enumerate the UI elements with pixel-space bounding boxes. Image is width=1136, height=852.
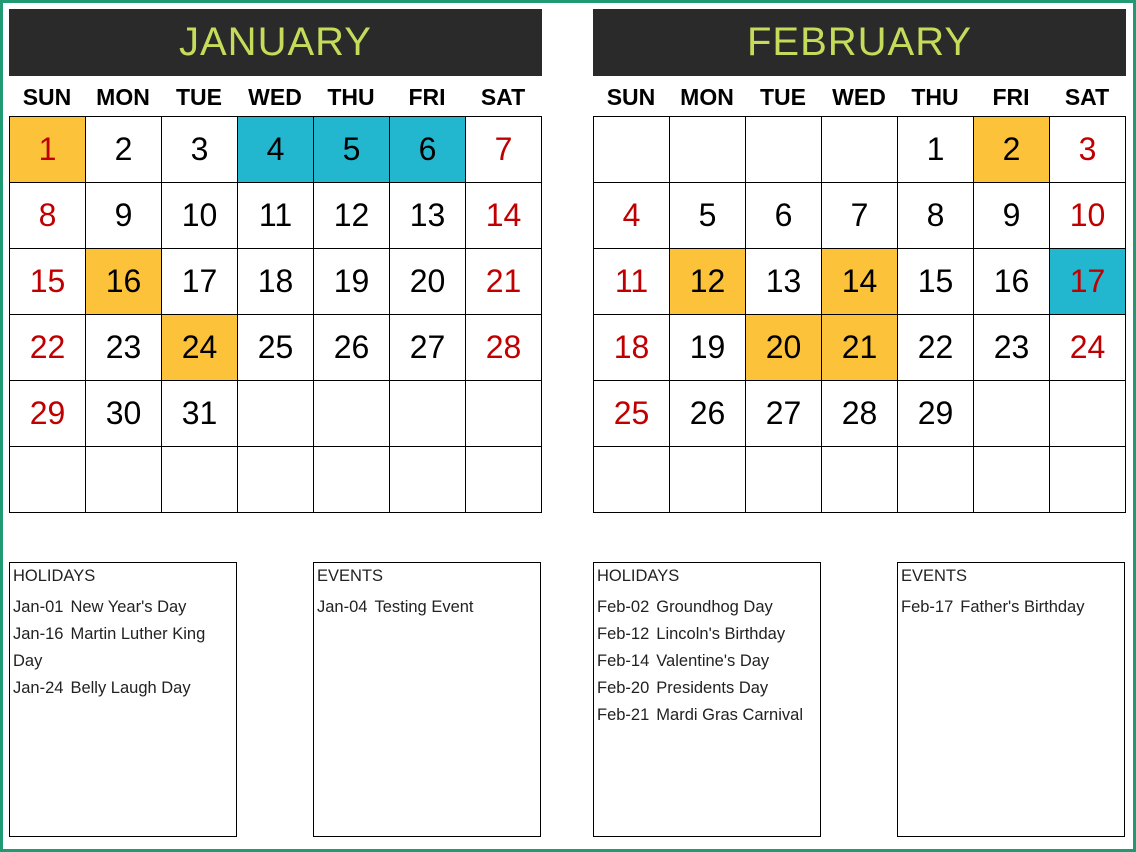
weekday-label: TUE	[176, 84, 222, 110]
day-cell: 10	[162, 183, 238, 249]
day-cell: 29	[10, 381, 86, 447]
month-title: JANUARY	[9, 9, 542, 76]
day-cell: 25	[594, 381, 670, 447]
empty-day-cell	[822, 447, 898, 513]
empty-day-cell	[162, 447, 238, 513]
entry-name: New Year's Day	[70, 598, 187, 616]
day-cell: 1	[10, 117, 86, 183]
entry-date: Jan-04	[317, 598, 368, 616]
day-cell: 14	[466, 183, 542, 249]
holiday-entry	[597, 648, 817, 675]
day-cell: 14	[822, 249, 898, 315]
day-cell: 24	[1050, 315, 1126, 381]
entry-name: Valentine's Day	[656, 652, 770, 670]
weekday-label: FRI	[992, 84, 1030, 110]
day-cell: 8	[898, 183, 974, 249]
day-cell: 21	[466, 249, 542, 315]
entry-date: Feb-14	[597, 652, 650, 670]
day-cell: 5	[670, 183, 746, 249]
day-cell: 3	[162, 117, 238, 183]
day-cell: 27	[746, 381, 822, 447]
empty-day-cell	[746, 117, 822, 183]
day-cell: 16	[974, 249, 1050, 315]
empty-day-cell	[670, 447, 746, 513]
entry-name: Testing Event	[374, 598, 474, 616]
weekday-label: MON	[680, 84, 734, 110]
day-cell: 13	[746, 249, 822, 315]
day-cell: 12	[670, 249, 746, 315]
empty-day-cell	[314, 447, 390, 513]
empty-day-cell	[466, 447, 542, 513]
empty-day-cell	[314, 381, 390, 447]
entry-date: Feb-12	[597, 625, 650, 643]
day-cell: 29	[898, 381, 974, 447]
day-cell: 4	[594, 183, 670, 249]
day-cell: 7	[466, 117, 542, 183]
day-cell: 25	[238, 315, 314, 381]
day-cell: 23	[974, 315, 1050, 381]
weekday-label: SAT	[1064, 84, 1110, 110]
empty-day-cell	[974, 381, 1050, 447]
weekday-label: MON	[96, 84, 150, 110]
entry-date: Jan-24	[13, 679, 64, 697]
day-cell: 24	[162, 315, 238, 381]
day-cell: 2	[974, 117, 1050, 183]
entry-date: Feb-20	[597, 679, 650, 697]
day-cell: 15	[898, 249, 974, 315]
day-cell: 17	[162, 249, 238, 315]
weekday-header-row	[593, 76, 1126, 116]
day-cell: 18	[238, 249, 314, 315]
day-cell: 12	[314, 183, 390, 249]
entry-date: Feb-02	[597, 598, 650, 616]
month-february	[593, 9, 1126, 513]
day-cell: 20	[390, 249, 466, 315]
day-cell: 26	[670, 381, 746, 447]
entry-date: Jan-01	[13, 598, 64, 616]
empty-day-cell	[898, 447, 974, 513]
empty-day-cell	[1050, 447, 1126, 513]
calendar-grid	[593, 116, 1126, 513]
day-cell: 11	[594, 249, 670, 315]
day-cell: 22	[10, 315, 86, 381]
day-cell: 20	[746, 315, 822, 381]
month-title: FEBRUARY	[593, 9, 1126, 76]
empty-day-cell	[10, 447, 86, 513]
empty-day-cell	[1050, 381, 1126, 447]
entry-name: Martin Luther King Day	[13, 625, 206, 670]
weekday-label: TUE	[760, 84, 806, 110]
day-cell: 26	[314, 315, 390, 381]
empty-day-cell	[238, 447, 314, 513]
entry-name: Father's Birthday	[960, 598, 1085, 616]
weekday-label: SAT	[480, 84, 526, 110]
event-entry	[317, 594, 537, 621]
entry-name: Presidents Day	[656, 679, 769, 697]
empty-day-cell	[974, 447, 1050, 513]
weekday-label: FRI	[408, 84, 446, 110]
empty-day-cell	[594, 447, 670, 513]
day-cell: 19	[670, 315, 746, 381]
day-cell: 30	[86, 381, 162, 447]
day-cell: 21	[822, 315, 898, 381]
day-cell: 1	[898, 117, 974, 183]
day-cell: 3	[1050, 117, 1126, 183]
holidays-title: HOLIDAYS	[597, 567, 680, 585]
holiday-entry	[597, 675, 817, 702]
day-cell: 5	[314, 117, 390, 183]
day-cell: 6	[390, 117, 466, 183]
day-cell: 18	[594, 315, 670, 381]
holiday-entry	[13, 594, 233, 621]
empty-day-cell	[238, 381, 314, 447]
day-cell: 23	[86, 315, 162, 381]
day-cell: 17	[1050, 249, 1126, 315]
entry-date: Feb-21	[597, 706, 650, 724]
empty-day-cell	[86, 447, 162, 513]
holiday-entry	[597, 594, 817, 621]
empty-day-cell	[390, 381, 466, 447]
day-cell: 22	[898, 315, 974, 381]
day-cell: 6	[746, 183, 822, 249]
weekday-label: SUN	[22, 84, 72, 110]
weekday-label: WED	[832, 84, 886, 110]
empty-day-cell	[594, 117, 670, 183]
empty-day-cell	[822, 117, 898, 183]
day-cell: 27	[390, 315, 466, 381]
entry-date: Jan-16	[13, 625, 64, 643]
weekday-label: THU	[327, 84, 375, 110]
january-events-box	[313, 562, 541, 837]
day-cell: 31	[162, 381, 238, 447]
day-cell: 11	[238, 183, 314, 249]
day-cell: 19	[314, 249, 390, 315]
event-entry	[901, 594, 1121, 621]
month-january	[9, 9, 542, 513]
day-cell: 2	[86, 117, 162, 183]
day-cell: 28	[822, 381, 898, 447]
empty-day-cell	[670, 117, 746, 183]
weekday-label: SUN	[606, 84, 656, 110]
holiday-entry	[13, 621, 233, 675]
holiday-entry	[597, 702, 817, 729]
day-cell: 9	[974, 183, 1050, 249]
day-cell: 15	[10, 249, 86, 315]
february-events-box	[897, 562, 1125, 837]
day-cell: 4	[238, 117, 314, 183]
entry-name: Mardi Gras Carnival	[656, 706, 803, 724]
empty-day-cell	[466, 381, 542, 447]
weekday-header-row	[9, 76, 542, 116]
february-holidays-box	[593, 562, 821, 837]
entry-name: Groundhog Day	[656, 598, 773, 616]
day-cell: 8	[10, 183, 86, 249]
events-title: EVENTS	[901, 567, 968, 585]
empty-day-cell	[390, 447, 466, 513]
empty-day-cell	[746, 447, 822, 513]
day-cell: 10	[1050, 183, 1126, 249]
weekday-label: THU	[911, 84, 959, 110]
holiday-entry	[597, 621, 817, 648]
weekday-label: WED	[248, 84, 302, 110]
day-cell: 7	[822, 183, 898, 249]
january-holidays-box	[9, 562, 237, 837]
entry-name: Lincoln's Birthday	[656, 625, 786, 643]
holiday-entry	[13, 675, 233, 702]
day-cell: 13	[390, 183, 466, 249]
calendar-grid	[9, 116, 542, 513]
entry-date: Feb-17	[901, 598, 954, 616]
holidays-title: HOLIDAYS	[13, 567, 96, 585]
events-title: EVENTS	[317, 567, 384, 585]
day-cell: 16	[86, 249, 162, 315]
day-cell: 9	[86, 183, 162, 249]
entry-name: Belly Laugh Day	[70, 679, 191, 697]
day-cell: 28	[466, 315, 542, 381]
